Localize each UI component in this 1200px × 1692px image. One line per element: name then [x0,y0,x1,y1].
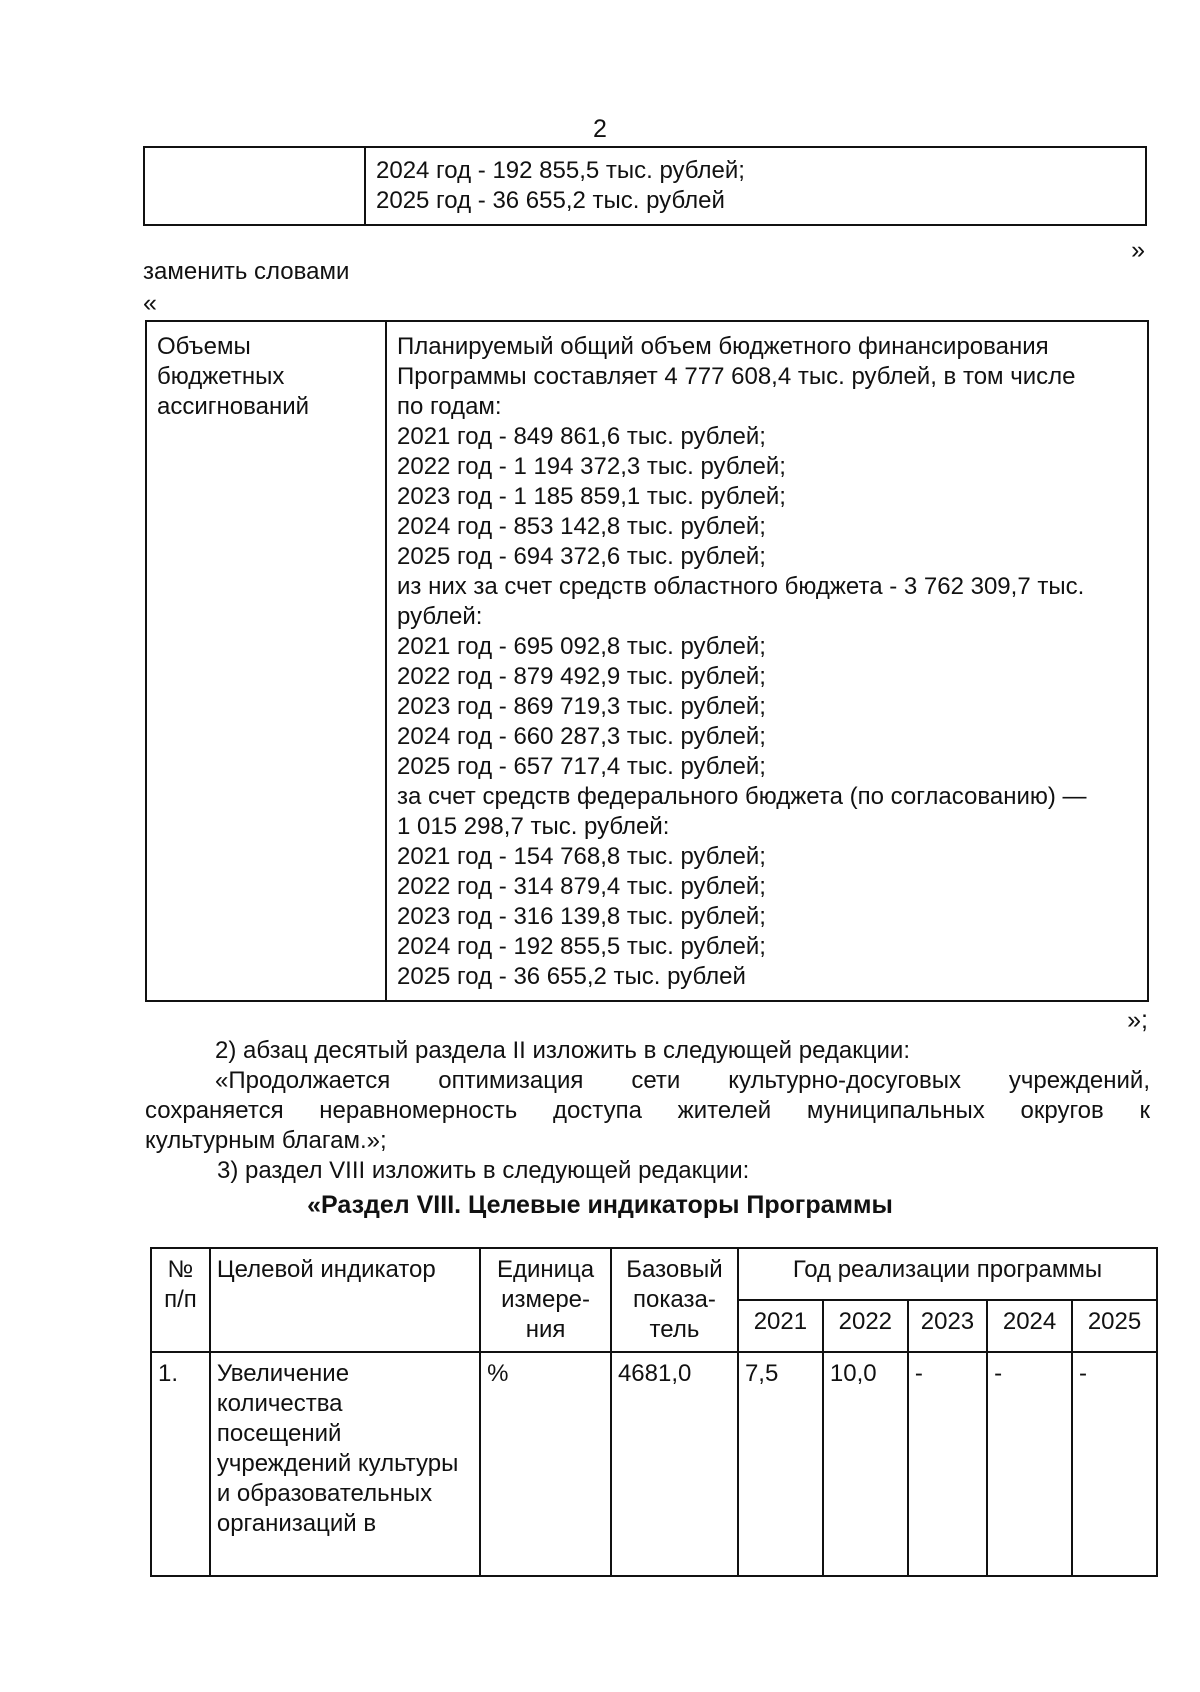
budget-continuation-table [143,146,1147,226]
text-line: 2021 год - 695 092,8 тыс. рублей; [397,633,766,660]
header-indicator: Целевой индикатор [210,1248,480,1352]
text-line: 2022 год - 1 194 372,3 тыс. рублей; [397,453,786,480]
header-years-group: Год реализации программы [738,1248,1157,1300]
amendment-quote-line: «Продолжается оптимизация сети культурно-досуговых учреждений, [215,1067,1150,1094]
label-line: Объемы [157,333,251,360]
row-value: 7,5 [738,1352,823,1576]
text-line: 2023 год - 1 185 859,1 тыс. рублей; [397,483,786,510]
label-line: бюджетных [157,363,285,390]
table-row [151,1352,1157,1576]
amendment-quote-line: культурным благам.»; [145,1127,387,1154]
header-year: 2022 [823,1300,908,1352]
text-line: 2025 год - 36 655,2 тыс. рублей [376,187,725,214]
header-year: 2024 [987,1300,1072,1352]
volumes-label-cell [146,321,386,1001]
empty-label-cell [144,147,365,225]
row-num: 1. [151,1352,210,1576]
header-year: 2023 [908,1300,987,1352]
section-heading: «Раздел VIII. Целевые индикаторы Программы [307,1191,893,1219]
text-line: 2025 год - 36 655,2 тыс. рублей [397,963,746,990]
text-line: 1 015 298,7 тыс. рублей: [397,813,670,840]
text-line: 2024 год - 192 855,5 тыс. рублей; [397,933,766,960]
text-line: рублей: [397,603,483,630]
text-line: по годам: [397,393,502,420]
header-num: № п/п [151,1248,210,1352]
budget-volumes-table [145,320,1149,1002]
text-line: за счет средств федерального бюджета (по согласованию) — [397,783,1087,810]
text-line: 2022 год - 879 492,9 тыс. рублей; [397,663,766,690]
header-year: 2025 [1072,1300,1157,1352]
text-line: Программы составляет 4 777 608,4 тыс. рублей, в том числе [397,363,1076,390]
replace-with-text: заменить словами [143,258,350,285]
row-base: 4681,0 [611,1352,738,1576]
page-number: 2 [593,115,607,143]
amendment-item-2: 2) абзац десятый раздела II изложить в следующей редакции: [215,1037,910,1064]
row-indicator: Увеличение количества посещений учреждений культуры и образовательных организаций в [210,1352,480,1576]
text-line: 2021 год - 849 861,6 тыс. рублей; [397,423,766,450]
amendment-quote-line: сохраняется неравномерность доступа жителей муниципальных округов к [145,1097,1150,1124]
header-unit: Единица измере-ния [480,1248,611,1352]
text-line: Планируемый общий объем бюджетного финансирования [397,333,1049,360]
header-year: 2021 [738,1300,823,1352]
continuation-cell [365,147,1146,225]
row-value: - [987,1352,1072,1576]
closing-quote: » [1131,236,1145,264]
amendment-item-3: 3) раздел VIII изложить в следующей редакции: [217,1157,750,1184]
text-line: 2025 год - 657 717,4 тыс. рублей; [397,753,766,780]
text-line: 2023 год - 869 719,3 тыс. рублей; [397,693,766,720]
row-value: - [1072,1352,1157,1576]
row-value: - [908,1352,987,1576]
label-line: ассигнований [157,393,310,420]
text-line: 2024 год - 660 287,3 тыс. рублей; [397,723,766,750]
text-line: 2023 год - 316 139,8 тыс. рублей; [397,903,766,930]
row-unit: % [480,1352,611,1576]
indicators-table [150,1247,1158,1577]
text-line: 2021 год - 154 768,8 тыс. рублей; [397,843,766,870]
header-base: Базовый показа-тель [611,1248,738,1352]
closing-quote: »; [1127,1006,1148,1034]
volumes-content-cell [386,321,1148,1001]
text-line: 2024 год - 853 142,8 тыс. рублей; [397,513,766,540]
text-line: из них за счет средств областного бюджета - 3 762 309,7 тыс. [397,573,1085,600]
text-line: 2024 год - 192 855,5 тыс. рублей; [376,157,745,184]
text-line: 2022 год - 314 879,4 тыс. рублей; [397,873,766,900]
opening-quote: « [143,289,157,317]
text-line: 2025 год - 694 372,6 тыс. рублей; [397,543,766,570]
row-value: 10,0 [823,1352,908,1576]
